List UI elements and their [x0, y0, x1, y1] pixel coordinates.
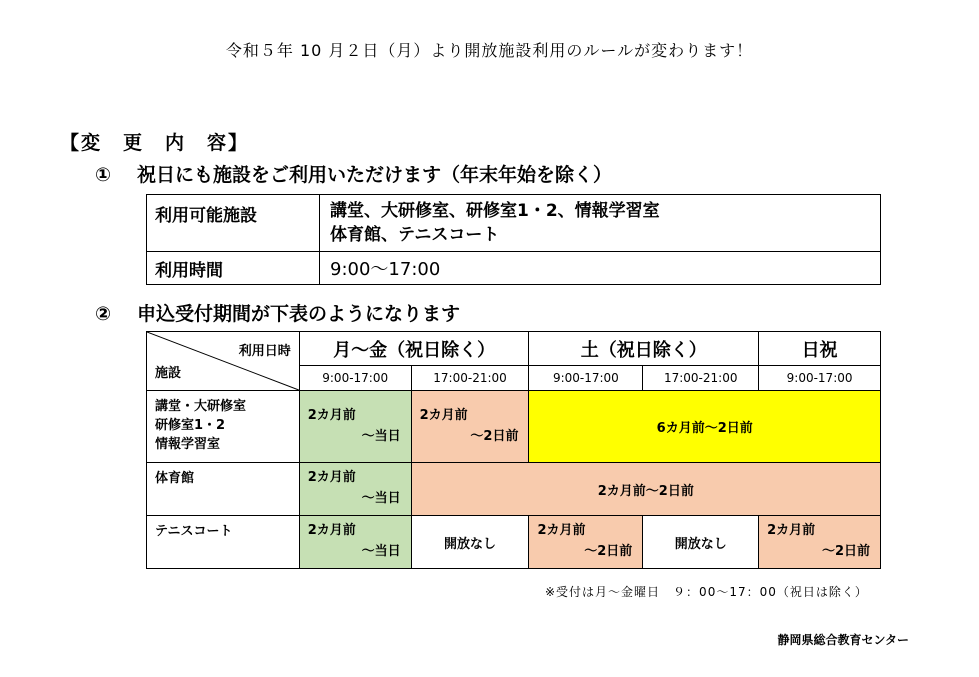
- period-line: ～当日: [361, 428, 401, 444]
- facility-line: 講堂・大研修室: [155, 399, 247, 414]
- period-line: ～2日前: [470, 428, 519, 444]
- period-line: ～2日前: [584, 544, 633, 559]
- period-cell-span: 6カ月前～2日前: [529, 391, 881, 463]
- table-row: [147, 391, 881, 463]
- section-label: 【変 更 内 容】: [60, 132, 250, 154]
- facility-cell: 体育館: [147, 463, 300, 516]
- closed-cell: 開放なし: [643, 516, 759, 569]
- table-cell-value: 9:00～17:00: [320, 252, 881, 285]
- value-line: 講堂、大研修室、研修室1・2、情報学習室: [330, 201, 660, 221]
- facility-line: 情報学習室: [155, 437, 221, 452]
- facility-line: 研修室1・2: [155, 418, 226, 433]
- table-cell-label: 利用可能施設: [147, 195, 320, 252]
- period-line: 2カ月前: [767, 523, 816, 538]
- facilities-table: [146, 194, 881, 285]
- value-line: 体育館、テニスコート: [330, 225, 500, 245]
- period-line: 2カ月前: [419, 407, 468, 423]
- time-header: 17:00-21:00: [411, 366, 529, 391]
- table-header-row: [147, 332, 881, 366]
- day-header-weekday: 月～金（祝日除く）: [299, 332, 529, 366]
- facility-cell: テニスコート: [147, 516, 300, 569]
- period-line: ～当日: [361, 491, 401, 506]
- period-cell-span: 2カ月前～2日前: [411, 463, 880, 516]
- period-cell: [529, 516, 643, 569]
- section2-title: [95, 299, 460, 326]
- page-heading: 令和５年 10 月２日（月）より開放施設利用のルールが変わります！: [225, 41, 754, 60]
- period-line: 2カ月前: [307, 470, 356, 485]
- organization-name: 静岡県総合教育センター: [777, 633, 909, 647]
- corner-header-cell: [147, 332, 300, 391]
- section1-title: [95, 160, 612, 187]
- day-header-sunday-holiday: 日祝: [759, 332, 881, 366]
- period-line: 2カ月前: [307, 407, 356, 423]
- period-line: ～2日前: [821, 544, 870, 559]
- table-row: [147, 463, 881, 516]
- period-line: 2カ月前: [537, 523, 586, 538]
- time-header: 17:00-21:00: [643, 366, 759, 391]
- table-row: [147, 195, 881, 252]
- reception-period-table: [146, 331, 881, 569]
- reception-hours-note: ※受付は月～金曜日 ９：00～17：00（祝日は除く）: [545, 585, 868, 599]
- section2-number: ②: [95, 303, 112, 325]
- period-cell: [411, 391, 529, 463]
- table-cell-label: 利用時間: [147, 252, 320, 285]
- day-header-saturday: 土（祝日除く）: [529, 332, 759, 366]
- period-cell: [759, 516, 881, 569]
- section1-number: ①: [95, 164, 112, 186]
- corner-bottom-label: 施設: [155, 366, 182, 381]
- table-cell-value: [320, 195, 881, 252]
- period-cell: [299, 516, 411, 569]
- period-cell: [299, 391, 411, 463]
- section2-title-text: 申込受付期間が下表のようになります: [137, 303, 461, 325]
- section1-title-text: 祝日にも施設をご利用いただけます（年末年始を除く）: [137, 164, 613, 186]
- time-header: 9:00-17:00: [759, 366, 881, 391]
- time-header: 9:00-17:00: [299, 366, 411, 391]
- period-line: ～当日: [361, 544, 401, 559]
- time-header: 9:00-17:00: [529, 366, 643, 391]
- corner-top-label: 利用日時: [238, 344, 291, 359]
- period-cell: [299, 463, 411, 516]
- closed-cell: 開放なし: [411, 516, 529, 569]
- table-row: [147, 252, 881, 285]
- period-line: 2カ月前: [307, 523, 356, 538]
- table-row: [147, 516, 881, 569]
- facility-cell: [147, 391, 300, 463]
